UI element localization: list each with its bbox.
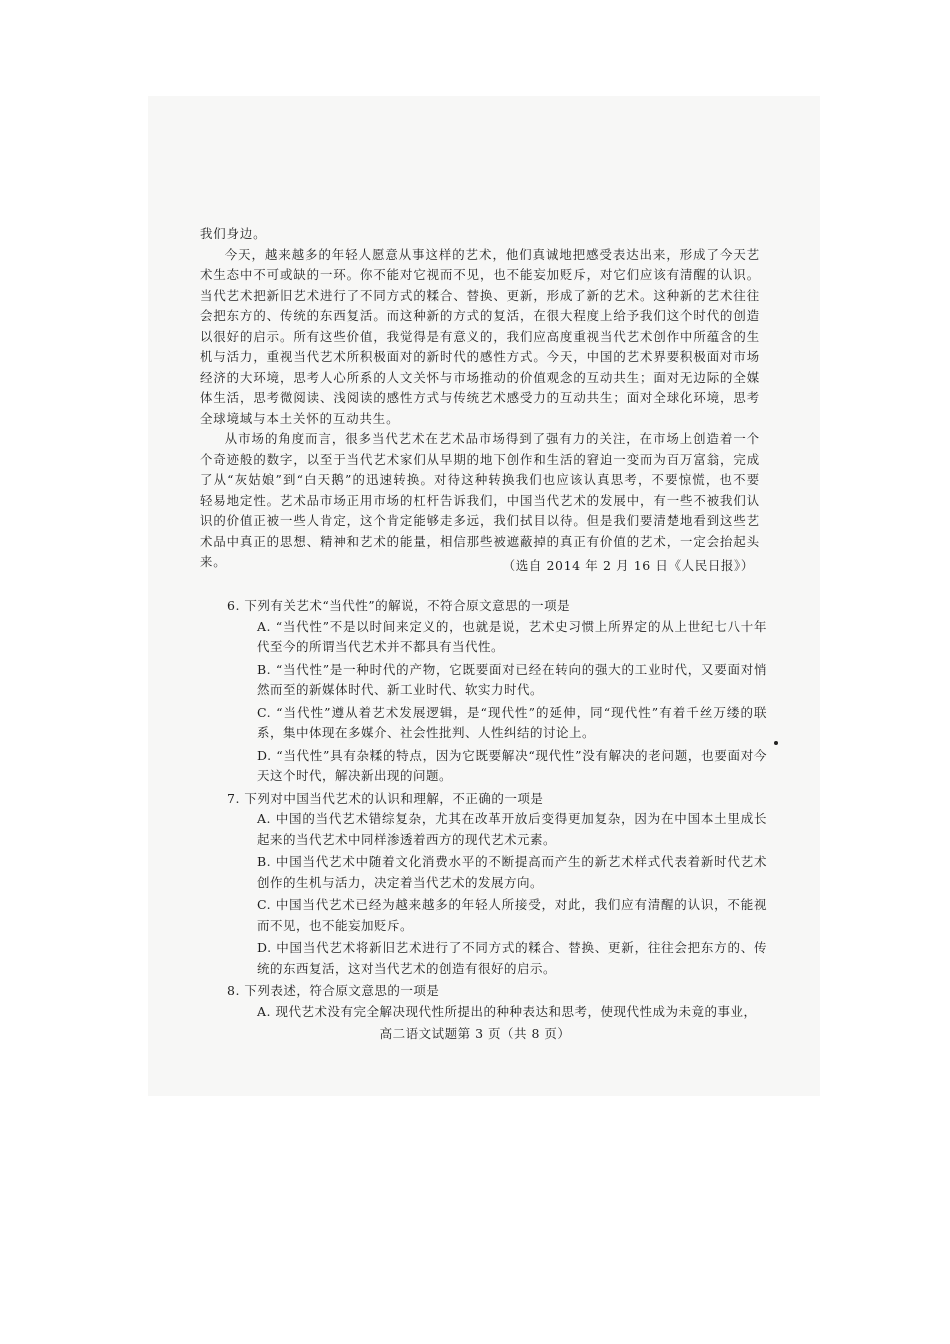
question-6: [227, 596, 767, 787]
passage-paragraph: 我们身边。: [200, 226, 267, 241]
question-8: [227, 981, 767, 1022]
option-a: A. 现代艺术没有完全解决现代性所提出的种种表达和思考，使现代性成为未竟的事业，: [257, 1003, 757, 1019]
question-list: [227, 596, 767, 1024]
question-stem: 7. 下列对中国当代艺术的认识和理解，不正确的一项是: [227, 790, 544, 806]
option-c: C. “当代性”遵从着艺术发展逻辑，是“现代性”的延伸，同“现代性”有着千丝万缕的联系，集中体现在多媒介、社会性批判、人性纠结的讨论上。: [257, 704, 767, 740]
passage-paragraph: 从市场的角度而言，很多当代艺术在艺术品市场得到了强有力的关注，在市场上创造着一个个奇迹般的数字，以至于当代艺术家们从早期的地下创作和生活的窘迫一变而为百万富翁，完成了从“灰姑娘”到“白天鹅”的迅速转换。对待这种转换我们也应该认真思考，不要惊慌，也不要轻易地定性。艺术品市场正用市场的杠杆告诉我们，中国当代艺术的发展中，有一些不被我们认识的价值正被一些人肯定，这个肯定能够走多远，我们拭目以待。但是我们要清楚地看到这些艺术品中真正的思想、精神和艺术的能量，相信那些被遮蔽掉的真正有价值的艺术，一定会抬起头来。: [200, 431, 760, 569]
question-stem: 6. 下列有关艺术“当代性”的解说，不符合原文意思的一项是: [227, 598, 571, 613]
question-7: [227, 789, 767, 980]
option-a: A. 中国的当代艺术错综复杂，尤其在改革开放后变得更加复杂，因为在中国本土里成长起来的当代艺术中同样渗透着西方的现代艺术元素。: [257, 811, 767, 847]
passage-paragraph: 今天，越来越多的年轻人愿意从事这样的艺术，他们真诚地把感受表达出来，形成了今天艺术生态中不可或缺的一环。你不能对它视而不见，也不能妄加贬斥，对它们应该有清醒的认识。当代艺术把新旧艺术进行了不同方式的糅合、替换、更新，形成了新的艺术。这种新的艺术往往会把东方的、传统的东西复活。而这种新的方式的复活，在很大程度上给予我们这个时代的创造以很好的启示。所有这些价值，我觉得是有意义的，我们应高度重视当代艺术创作中所蕴含的生机与活力，重视当代艺术所积极面对的新时代的感性方式。今天，中国的艺术界要积极面对市场经济的大环境，思考人心所系的人文关怀与市场推动的价值观念的互动共生；面对无边际的全媒体生活，思考微阅读、浅阅读的感性方式与传统艺术感受力的互动共生；面对全球化环境，思考全球境域与本土关怀的互动共生。: [200, 246, 760, 426]
option-c: C. 中国当代艺术已经为越来越多的年轻人所接受，对此，我们应有清醒的认识，不能视而不见，也不能妄加贬斥。: [257, 897, 767, 933]
passage-source: （选自 2014 年 2 月 16 日《人民日报》）: [502, 558, 754, 573]
reading-passage: [200, 224, 760, 573]
option-b: B. 中国当代艺术中随着文化消费水平的不断提高而产生的新艺术样式代表着新时代艺术创作的生机与活力，决定着当代艺术的发展方向。: [257, 854, 767, 890]
page-footer: 高二语文试题第 3 页（共 8 页）: [379, 1026, 571, 1041]
scan-speck: [774, 741, 778, 745]
option-d: D. “当代性”具有杂糅的特点，因为它既要解决“现代性”没有解决的老问题，也要面对今天这个时代，解决新出现的问题。: [257, 747, 767, 783]
question-stem: 8. 下列表述，符合原文意思的一项是: [227, 983, 440, 998]
option-a: A. “当代性”不是以时间来定义的，也就是说，艺术史习惯上所界定的从上世纪七八十年代至今的所谓当代艺术并不都具有当代性。: [257, 618, 767, 654]
option-b: B. “当代性”是一种时代的产物，它既要面对已经在转向的强大的工业时代，又要面对悄然而至的新媒体时代、新工业时代、软实力时代。: [257, 661, 767, 697]
option-d: D. 中国当代艺术将新旧艺术进行了不同方式的糅合、替换、更新，往往会把东方的、传统的东西复活，这对当代艺术的创造有很好的启示。: [257, 940, 767, 976]
